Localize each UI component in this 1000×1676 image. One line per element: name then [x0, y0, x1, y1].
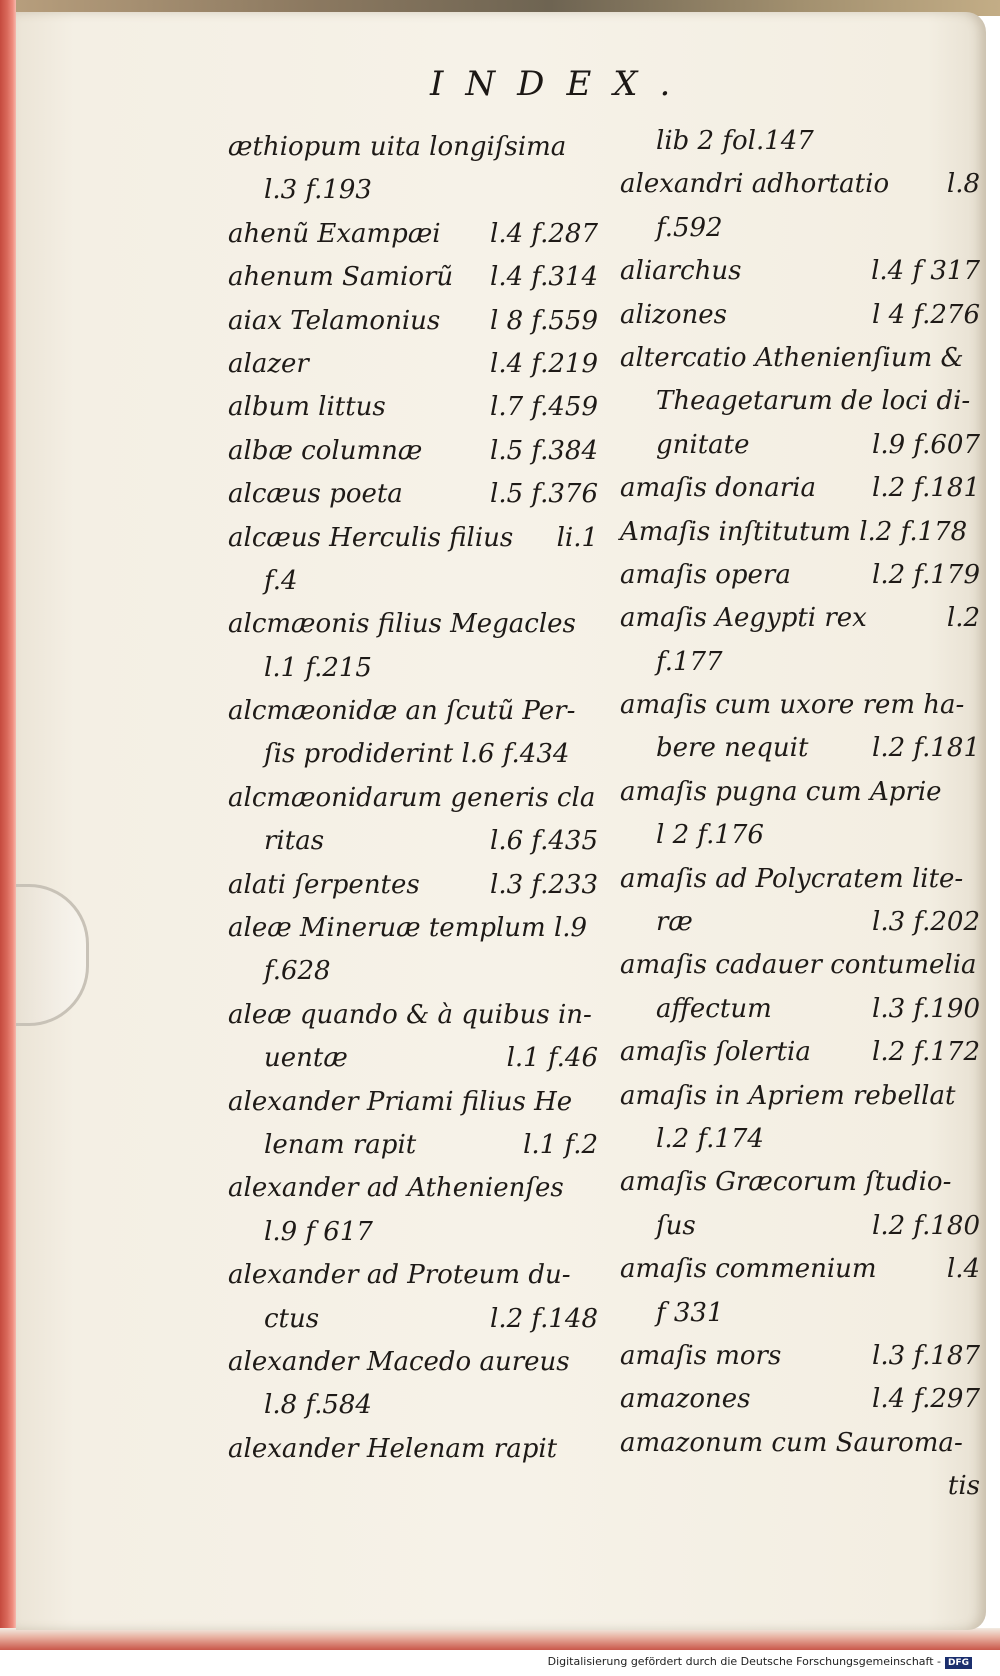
entry-reference: l.3 f.233: [490, 869, 598, 900]
entry-reference: l.3 f.190: [872, 993, 980, 1024]
entry-reference: l 4 f.276: [872, 299, 980, 330]
entry-reference: l.4 f 317: [871, 256, 980, 287]
index-entry: [620, 1422, 980, 1465]
index-entry: [228, 1254, 598, 1297]
entry-text: Amaſis inſtitutum l.2 f.178: [620, 516, 968, 547]
footer-bar: [0, 1650, 1000, 1676]
footer-credit-text: Digitalisierung gefördert durch die Deutsche Forschungsgemeinschaft -: [547, 1655, 941, 1668]
index-entry: [620, 988, 980, 1031]
entry-text: amazones: [620, 1384, 751, 1415]
entry-text: f 331: [656, 1297, 724, 1328]
index-entry: [620, 597, 980, 640]
entry-text: ſus: [656, 1210, 696, 1241]
index-entry: [228, 950, 598, 993]
index-entry: [228, 1167, 598, 1210]
index-entry: [228, 213, 598, 256]
index-entry: [620, 727, 980, 770]
entry-text: l.2 f.174: [656, 1123, 764, 1154]
index-entry: [228, 777, 598, 820]
entry-text: amaſis ad Polycratem lite-: [620, 863, 964, 894]
entry-reference: l.2 f.172: [872, 1037, 980, 1068]
entry-text: amaſis Aegypti rex: [620, 603, 867, 634]
entry-reference: l.1 f.46: [506, 1043, 598, 1074]
entry-text: amaſis pugna cum Aprie: [620, 776, 942, 807]
index-entry: [228, 647, 598, 690]
index-entry: [620, 1075, 980, 1118]
index-entry: [228, 733, 598, 776]
entry-text: affectum: [656, 993, 772, 1024]
index-entry: [620, 771, 980, 814]
index-entry: [228, 690, 598, 733]
index-entry: [620, 511, 980, 554]
entry-reference: l.2 f.148: [490, 1303, 598, 1334]
index-entry: [620, 120, 980, 163]
index-entry: [620, 1248, 980, 1291]
entry-text: altercatio Athenienſium &: [620, 342, 964, 373]
entry-reference: li.1: [556, 522, 598, 553]
entry-text: aleæ quando & à quibus in-: [228, 999, 592, 1030]
index-entry: [228, 603, 598, 646]
entry-text: amaſis Græcorum ſtudio-: [620, 1167, 952, 1198]
index-entry: [228, 256, 598, 299]
entry-text: alexander Macedo aureus: [228, 1346, 570, 1377]
index-entry: [620, 684, 980, 727]
entry-text: lib 2 fol.147: [656, 126, 814, 156]
entry-reference: l.3 f.187: [872, 1340, 980, 1371]
index-entry: [228, 1341, 598, 1384]
entry-text: ſis prodiderint l.6 f.434: [264, 739, 570, 770]
entry-text: l.9 f 617: [264, 1216, 373, 1247]
entry-text: f.628: [264, 956, 331, 987]
red-bottom-edge: [0, 1628, 1000, 1650]
index-entry: [620, 901, 980, 944]
index-entry: [228, 1428, 598, 1471]
entry-reference: l.4 f.314: [490, 262, 598, 293]
index-entry: [620, 944, 980, 987]
entry-reference: l.1 f.2: [523, 1129, 598, 1160]
index-entry: [620, 467, 980, 510]
entry-text: alcmæonidarum generis cla: [228, 782, 596, 813]
entry-text: alexander ad Athenienſes: [228, 1173, 564, 1204]
index-entry: [620, 380, 980, 423]
entry-reference: l.2 f.181: [872, 473, 980, 504]
entry-reference: l.2 f.180: [872, 1210, 980, 1241]
index-entry: [620, 1205, 980, 1248]
entry-text: alizones: [620, 299, 727, 330]
index-entry: [228, 300, 598, 343]
entry-text: alexandri adhortatio: [620, 169, 890, 200]
index-entry: [228, 1384, 598, 1427]
entry-reference: l.2 f.179: [872, 559, 980, 590]
index-entry: [228, 820, 598, 863]
entry-text: l.3 f.193: [264, 175, 372, 206]
index-entry: [228, 473, 598, 516]
index-entry: [228, 1124, 598, 1167]
index-entry: [620, 424, 980, 467]
red-page-edge: [0, 0, 16, 1650]
entry-text: alcmæonis filius Megacles: [228, 609, 576, 640]
index-column-left: [228, 126, 598, 1471]
index-entry: [228, 169, 598, 212]
index-entry: [620, 1031, 980, 1074]
entry-text: alcæus Herculis filius: [228, 522, 514, 553]
dfg-logo: DFG: [945, 1657, 972, 1669]
index-entry: [620, 1378, 980, 1421]
entry-text: alcmæonidæ an ſcutũ Per-: [228, 696, 576, 727]
entry-text: f.4: [264, 565, 298, 596]
entry-text: f.177: [656, 646, 723, 677]
entry-reference: l.5 f.384: [490, 435, 598, 466]
entry-text: alexander Helenam rapit: [228, 1433, 558, 1464]
entry-text: uentæ: [264, 1043, 348, 1074]
entry-text: l.8 f.584: [264, 1390, 372, 1421]
entry-reference: l.5 f.376: [490, 479, 598, 510]
entry-reference: l.4 f.287: [490, 218, 598, 249]
index-entry: [228, 907, 598, 950]
index-entry: [620, 294, 980, 337]
entry-text: amaſis commenium: [620, 1254, 877, 1285]
entry-reference: l.4 f.219: [490, 348, 598, 379]
index-entry: [228, 864, 598, 907]
entry-reference: l.3 f.202: [872, 907, 980, 938]
index-entry: [620, 163, 980, 206]
entry-text: amaſis cadauer contumelia: [620, 950, 977, 981]
entry-reference: l.4 f.297: [872, 1384, 980, 1415]
index-entry: [228, 386, 598, 429]
entry-text: amaſis mors: [620, 1340, 782, 1371]
index-entry: [620, 1292, 980, 1335]
index-column-right: [620, 120, 980, 1509]
entry-text: alexander Priami filius He: [228, 1086, 573, 1117]
entry-text: Theagetarum de loci di-: [656, 386, 971, 417]
entry-reference: l.8: [946, 169, 980, 200]
entry-text: aleæ Mineruæ templum l.9: [228, 913, 588, 944]
entry-reference: l.4: [946, 1254, 980, 1285]
index-entry: [620, 641, 980, 684]
entry-reference: l.7 f.459: [490, 392, 598, 423]
index-entry: [228, 994, 598, 1037]
index-entry: [620, 1465, 980, 1508]
footer-credit: [548, 1655, 972, 1669]
index-entry: [228, 1211, 598, 1254]
entry-text: amazonum cum Sauroma-: [620, 1427, 963, 1458]
entry-text: ahenum Samiorũ: [228, 262, 454, 293]
index-entry: [620, 250, 980, 293]
index-entry: [620, 1335, 980, 1378]
entry-text: alati ſerpentes: [228, 869, 420, 900]
index-entry: [228, 343, 598, 386]
entry-text: amaſis in Apriem rebellat: [620, 1080, 956, 1111]
entry-text: alazer: [228, 348, 309, 379]
entry-reference: l.6 f.435: [490, 826, 598, 857]
entry-text: ritas: [264, 826, 325, 857]
index-entry: [228, 1298, 598, 1341]
entry-text: alcæus poeta: [228, 479, 403, 510]
entry-reference: l.2 f.181: [872, 733, 980, 764]
entry-reference: l.2: [946, 603, 980, 634]
index-entry: [228, 1037, 598, 1080]
index-entry: [620, 1161, 980, 1204]
entry-text: amaſis opera: [620, 559, 791, 590]
entry-text: ahenũ Exampæi: [228, 218, 441, 249]
index-entry: [228, 517, 598, 560]
index-entry: [620, 858, 980, 901]
entry-text: lenam rapit: [264, 1129, 417, 1160]
entry-reference: l.9 f.607: [872, 429, 980, 460]
index-entry: [620, 337, 980, 380]
entry-text: amaſis cum uxore rem ha-: [620, 690, 965, 721]
entry-text: ræ: [656, 907, 693, 938]
entry-reference: l 8 f.559: [490, 305, 598, 336]
entry-text: amaſis donaria: [620, 473, 816, 504]
entry-text: æthiopum uita longiſsima: [228, 132, 567, 162]
entry-text: gnitate: [656, 429, 750, 460]
entry-text: album littus: [228, 392, 386, 423]
index-entry: [620, 1118, 980, 1161]
entry-text: tis: [947, 1471, 980, 1502]
entry-text: amaſis ſolertia: [620, 1037, 811, 1068]
page-header: INDEX.: [430, 64, 693, 104]
index-entry: [228, 126, 598, 169]
entry-text: l.1 f.215: [264, 652, 372, 683]
index-entry: [620, 554, 980, 597]
index-entry: [228, 1081, 598, 1124]
entry-text: ctus: [264, 1303, 320, 1334]
entry-text: aiax Telamonius: [228, 305, 441, 336]
index-entry: [228, 560, 598, 603]
entry-text: albæ columnæ: [228, 435, 423, 466]
index-entry: [620, 814, 980, 857]
entry-text: l 2 f.176: [656, 820, 764, 851]
index-entry: [228, 430, 598, 473]
page-clip: [16, 884, 89, 1026]
entry-text: aliarchus: [620, 256, 742, 287]
entry-text: f.592: [656, 212, 723, 243]
entry-text: alexander ad Proteum du-: [228, 1260, 571, 1291]
index-entry: [620, 207, 980, 250]
entry-text: bere nequit: [656, 733, 809, 764]
